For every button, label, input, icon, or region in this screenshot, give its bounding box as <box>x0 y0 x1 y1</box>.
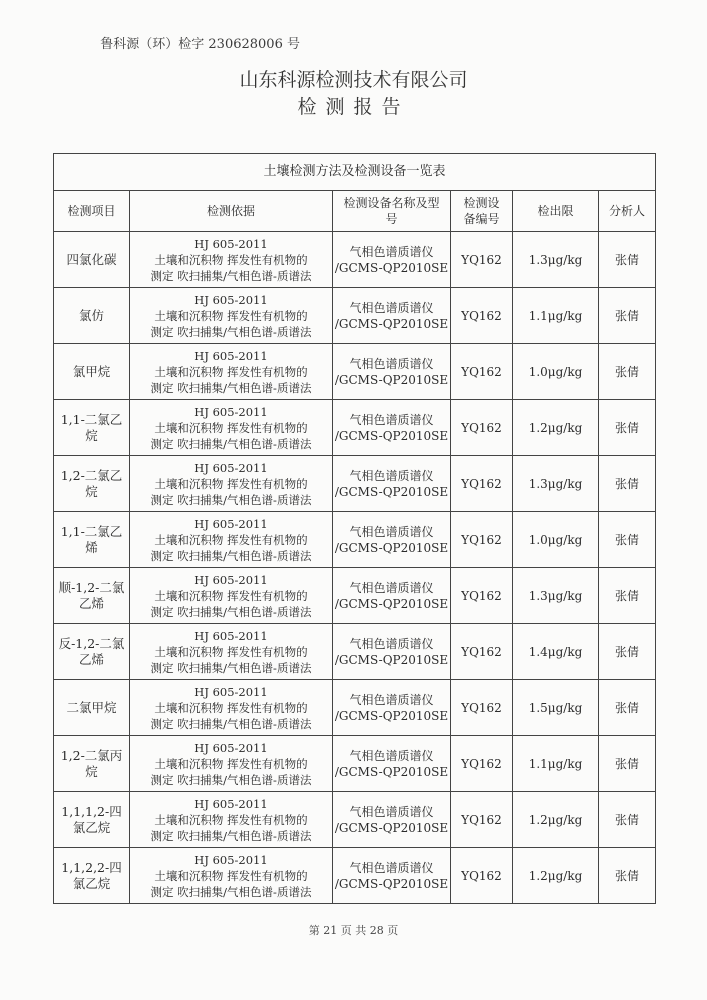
basis-line: 测定 吹扫捕集/气相色谱-质谱法 <box>150 772 312 787</box>
basis-line: HJ 605-2011 <box>194 684 268 699</box>
column-header-analyst: 分析人 <box>599 191 656 232</box>
cell-equip-no: YQ162 <box>451 400 513 456</box>
equipment-line: /GCMS-QP2010SE <box>334 372 449 387</box>
basis-line: HJ 605-2011 <box>194 852 268 867</box>
column-header-item: 检测项目 <box>54 191 130 232</box>
table-row <box>54 736 656 792</box>
equipment-line: 气相色谱质谱仪 <box>349 580 434 595</box>
cell-equip-no: YQ162 <box>451 232 513 288</box>
cell-equip-no: YQ162 <box>451 792 513 848</box>
basis-line: 土壤和沉积物 挥发性有机物的 <box>154 868 308 883</box>
equipment-line: 气相色谱质谱仪 <box>349 524 434 539</box>
equipment-line: /GCMS-QP2010SE <box>334 652 449 667</box>
basis-line: 测定 吹扫捕集/气相色谱-质谱法 <box>150 828 312 843</box>
equipment-line: /GCMS-QP2010SE <box>334 260 449 275</box>
basis-line: 土壤和沉积物 挥发性有机物的 <box>154 308 308 323</box>
cell-item: 反-1,2-二氯乙烯 <box>54 624 130 680</box>
cell-item: 1,1-二氯乙烯 <box>54 512 130 568</box>
equipment-line: /GCMS-QP2010SE <box>334 428 449 443</box>
cell-limit: 1.1μg/kg <box>513 288 599 344</box>
cell-equipment <box>333 848 451 904</box>
cell-equip-no: YQ162 <box>451 344 513 400</box>
cell-analyst: 张倩 <box>599 848 656 904</box>
basis-line: HJ 605-2011 <box>194 628 268 643</box>
cell-equipment <box>333 736 451 792</box>
basis-line: 土壤和沉积物 挥发性有机物的 <box>154 700 308 715</box>
basis-line: HJ 605-2011 <box>194 236 268 251</box>
basis-line: HJ 605-2011 <box>194 572 268 587</box>
basis-line: 测定 吹扫捕集/气相色谱-质谱法 <box>150 548 312 563</box>
cell-limit: 1.3μg/kg <box>513 568 599 624</box>
cell-item: 氯甲烷 <box>54 344 130 400</box>
column-header-basis: 检测依据 <box>130 191 333 232</box>
cell-basis <box>130 232 333 288</box>
table-header-row <box>54 191 656 232</box>
cell-basis <box>130 344 333 400</box>
cell-equipment <box>333 344 451 400</box>
equipment-line: 气相色谱质谱仪 <box>349 356 434 371</box>
company-name: 山东科源检测技术有限公司 <box>239 69 468 91</box>
cell-item: 顺-1,2-二氯乙烯 <box>54 568 130 624</box>
cell-analyst: 张倩 <box>599 568 656 624</box>
equipment-line: /GCMS-QP2010SE <box>334 316 449 331</box>
cell-basis <box>130 288 333 344</box>
cell-item: 1,1-二氯乙烷 <box>54 400 130 456</box>
column-header-equipment <box>333 191 451 232</box>
basis-line: 测定 吹扫捕集/气相色谱-质谱法 <box>150 660 312 675</box>
table-caption-row <box>54 154 656 191</box>
cell-limit: 1.2μg/kg <box>513 792 599 848</box>
cell-basis <box>130 680 333 736</box>
basis-line: HJ 605-2011 <box>194 740 268 755</box>
equipment-line: /GCMS-QP2010SE <box>334 764 449 779</box>
basis-line: 测定 吹扫捕集/气相色谱-质谱法 <box>150 492 312 507</box>
table-row <box>54 568 656 624</box>
cell-item: 1,2-二氯丙烷 <box>54 736 130 792</box>
column-header-limit: 检出限 <box>513 191 599 232</box>
cell-equip-no: YQ162 <box>451 848 513 904</box>
cell-analyst: 张倩 <box>599 400 656 456</box>
cell-basis <box>130 456 333 512</box>
equipment-line: 气相色谱质谱仪 <box>349 412 434 427</box>
basis-line: 土壤和沉积物 挥发性有机物的 <box>154 420 308 435</box>
cell-equipment <box>333 400 451 456</box>
equipment-line: 气相色谱质谱仪 <box>349 300 434 315</box>
cell-basis <box>130 400 333 456</box>
cell-limit: 1.3μg/kg <box>513 232 599 288</box>
cell-equipment <box>333 512 451 568</box>
cell-basis <box>130 792 333 848</box>
cell-equip-no: YQ162 <box>451 680 513 736</box>
cell-basis <box>130 736 333 792</box>
equipment-line: /GCMS-QP2010SE <box>334 596 449 611</box>
equipment-line: /GCMS-QP2010SE <box>334 876 449 891</box>
basis-line: 测定 吹扫捕集/气相色谱-质谱法 <box>150 716 312 731</box>
cell-limit: 1.2μg/kg <box>513 848 599 904</box>
cell-item: 四氯化碳 <box>54 232 130 288</box>
report-title: 检测报告 <box>297 96 410 118</box>
equipment-line: /GCMS-QP2010SE <box>334 820 449 835</box>
cell-analyst: 张倩 <box>599 344 656 400</box>
equipment-line: /GCMS-QP2010SE <box>334 708 449 723</box>
cell-basis <box>130 848 333 904</box>
cell-analyst: 张倩 <box>599 680 656 736</box>
methods-equipment-table <box>53 153 656 904</box>
cell-equipment <box>333 232 451 288</box>
cell-limit: 1.0μg/kg <box>513 512 599 568</box>
report-code: 鲁科源（环）检字 230628006 号 <box>100 37 300 52</box>
cell-item: 二氯甲烷 <box>54 680 130 736</box>
table-row <box>54 288 656 344</box>
cell-item: 氯仿 <box>54 288 130 344</box>
cell-limit: 1.5μg/kg <box>513 680 599 736</box>
cell-analyst: 张倩 <box>599 512 656 568</box>
basis-line: 土壤和沉积物 挥发性有机物的 <box>154 588 308 603</box>
basis-line: 测定 吹扫捕集/气相色谱-质谱法 <box>150 380 312 395</box>
cell-limit: 1.0μg/kg <box>513 344 599 400</box>
basis-line: 土壤和沉积物 挥发性有机物的 <box>154 476 308 491</box>
cell-item: 1,2-二氯乙烷 <box>54 456 130 512</box>
equipment-line: 气相色谱质谱仪 <box>349 860 434 875</box>
cell-limit: 1.3μg/kg <box>513 456 599 512</box>
cell-equipment <box>333 680 451 736</box>
cell-equip-no: YQ162 <box>451 456 513 512</box>
equipment-line: /GCMS-QP2010SE <box>334 540 449 555</box>
basis-line: 测定 吹扫捕集/气相色谱-质谱法 <box>150 604 312 619</box>
basis-line: 土壤和沉积物 挥发性有机物的 <box>154 532 308 547</box>
basis-line: HJ 605-2011 <box>194 516 268 531</box>
basis-line: 土壤和沉积物 挥发性有机物的 <box>154 756 308 771</box>
table-row <box>54 624 656 680</box>
table-row <box>54 344 656 400</box>
basis-line: HJ 605-2011 <box>194 292 268 307</box>
cell-analyst: 张倩 <box>599 624 656 680</box>
cell-analyst: 张倩 <box>599 288 656 344</box>
table-row <box>54 848 656 904</box>
cell-item: 1,1,1,2-四氯乙烷 <box>54 792 130 848</box>
cell-basis <box>130 568 333 624</box>
table-row <box>54 680 656 736</box>
basis-line: 土壤和沉积物 挥发性有机物的 <box>154 364 308 379</box>
cell-equipment <box>333 456 451 512</box>
column-header-equipment-text: 检测设备名称及型号 <box>343 196 440 226</box>
cell-item: 1,1,2,2-四氯乙烷 <box>54 848 130 904</box>
cell-analyst: 张倩 <box>599 232 656 288</box>
cell-basis <box>130 512 333 568</box>
cell-limit: 1.4μg/kg <box>513 624 599 680</box>
basis-line: HJ 605-2011 <box>194 460 268 475</box>
cell-analyst: 张倩 <box>599 792 656 848</box>
cell-analyst: 张倩 <box>599 456 656 512</box>
cell-basis <box>130 624 333 680</box>
basis-line: 测定 吹扫捕集/气相色谱-质谱法 <box>150 436 312 451</box>
cell-limit: 1.2μg/kg <box>513 400 599 456</box>
equipment-line: 气相色谱质谱仪 <box>349 244 434 259</box>
basis-line: HJ 605-2011 <box>194 404 268 419</box>
equipment-line: 气相色谱质谱仪 <box>349 692 434 707</box>
table-row <box>54 792 656 848</box>
basis-line: 测定 吹扫捕集/气相色谱-质谱法 <box>150 324 312 339</box>
table-row <box>54 232 656 288</box>
cell-equip-no: YQ162 <box>451 736 513 792</box>
basis-line: 测定 吹扫捕集/气相色谱-质谱法 <box>150 268 312 283</box>
basis-line: 测定 吹扫捕集/气相色谱-质谱法 <box>150 884 312 899</box>
basis-line: 土壤和沉积物 挥发性有机物的 <box>154 644 308 659</box>
table-row <box>54 400 656 456</box>
cell-equipment <box>333 288 451 344</box>
equipment-line: 气相色谱质谱仪 <box>349 468 434 483</box>
basis-line: 土壤和沉积物 挥发性有机物的 <box>154 252 308 267</box>
equipment-line: 气相色谱质谱仪 <box>349 748 434 763</box>
cell-equipment <box>333 792 451 848</box>
cell-analyst: 张倩 <box>599 736 656 792</box>
equipment-line: 气相色谱质谱仪 <box>349 636 434 651</box>
cell-equipment <box>333 624 451 680</box>
equipment-line: 气相色谱质谱仪 <box>349 804 434 819</box>
cell-limit: 1.1μg/kg <box>513 736 599 792</box>
cell-equipment <box>333 568 451 624</box>
basis-line: 土壤和沉积物 挥发性有机物的 <box>154 812 308 827</box>
basis-line: HJ 605-2011 <box>194 348 268 363</box>
cell-equip-no: YQ162 <box>451 624 513 680</box>
table-row <box>54 456 656 512</box>
cell-equip-no: YQ162 <box>451 568 513 624</box>
table-row <box>54 512 656 568</box>
table-caption: 土壤检测方法及检测设备一览表 <box>54 154 656 191</box>
page-number: 第 21 页 共 28 页 <box>308 924 399 937</box>
equipment-line: /GCMS-QP2010SE <box>334 484 449 499</box>
column-header-equip-no-text: 检测设备编号 <box>463 196 500 226</box>
cell-equip-no: YQ162 <box>451 288 513 344</box>
basis-line: HJ 605-2011 <box>194 796 268 811</box>
column-header-equip-no <box>451 191 513 232</box>
cell-equip-no: YQ162 <box>451 512 513 568</box>
